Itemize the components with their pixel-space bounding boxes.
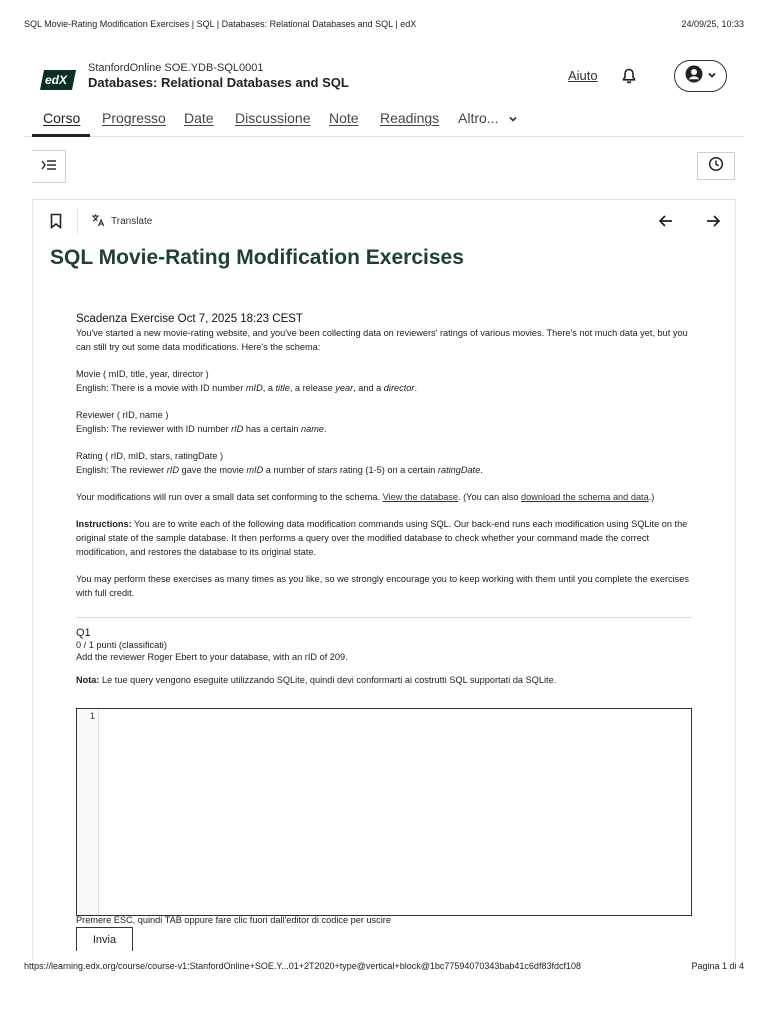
movie-schema: Movie ( mID, title, year, director ) [76,369,209,379]
download-schema-link[interactable]: download the schema and data [521,492,649,502]
print-url: https://learning.edx.org/course/course-v1:StanfordOnline+SOE.Y...01+2T2020+type@vertical+block@1bc77594070343bab41c6df83fdcf108 [24,961,581,971]
reviewer-schema: Reviewer ( rID, name ) [76,410,169,420]
bookmark-icon[interactable] [49,213,63,229]
history-button[interactable] [697,152,735,180]
clock-icon [708,156,724,177]
arrow-right-icon[interactable] [704,212,722,230]
active-tab-indicator [32,134,90,137]
print-footer [24,961,744,975]
sqlite-note: Nota: Le tue query vengono eseguite utilizzando SQLite, quindi devi conformarti ai costrutti SQL supportati da SQLite. [76,675,557,685]
edx-logo[interactable] [40,64,78,94]
edx-logo-text: edX [44,73,68,87]
view-database-link[interactable]: View the database [382,492,459,502]
arrow-left-icon[interactable] [657,212,675,230]
help-link[interactable]: Aiuto [568,68,598,83]
instructions-text: Instructions: You are to write each of the following data modification commands using SQL. Our back-end runs each modification using SQLite on the original state of the sample database. It then performs a query over the modified database to check whether your command made the correct modification, and restores the database to its original state. [76,519,688,557]
submit-button[interactable]: Invia [76,927,133,951]
unit-title: SQL Movie-Rating Modification Exercises [50,246,464,269]
perform-text: You may perform these exercises as many times as you like, so we strongly encourage you to keep working with them until you complete the exercises with full credit. [76,574,689,598]
tab-discussione[interactable]: Discussione [235,110,311,126]
tab-date[interactable]: Date [184,110,214,126]
modifications-text: Your modifications will run over a small data set conforming to the schema. View the database. (You can also download the schema and data.) [76,492,655,502]
bell-icon[interactable] [620,67,638,85]
deadline: Scadenza Exercise Oct 7, 2025 18:23 CEST [76,313,303,325]
tab-note[interactable]: Note [329,110,359,126]
movie-description: English: There is a movie with ID number mID, a title, a release year, and a director. [76,383,417,393]
user-avatar-icon [685,65,703,88]
line-number: 1 [89,711,95,721]
tab-corso[interactable]: Corso [43,110,81,126]
print-datetime: 24/09/25, 10:33 [681,19,744,29]
editor-hint: Premere ESC, quindi TAB oppure fare clic fuori dall'editor di codice per uscire [76,915,391,925]
sidebar-toggle-button[interactable] [32,150,66,183]
tab-readings[interactable]: Readings [380,110,440,126]
reviewer-description: English: The reviewer with ID number rID has a certain name. [76,424,327,434]
translate-label: Translate [111,216,153,227]
course-name: Databases: Relational Databases and SQL [88,75,349,90]
chevron-down-icon [508,111,518,127]
tab-progresso[interactable]: Progresso [102,110,166,126]
course-info [88,62,349,91]
course-code: StanfordOnline SOE.YDB-SQL0001 [88,62,264,74]
tab-altro[interactable] [458,110,518,127]
print-doc-title: SQL Movie-Rating Modification Exercises | SQL | Databases: Relational Databases and SQL | edX [24,19,417,29]
question-points: 0 / 1 punti (classificati) [76,640,167,650]
toolbar-divider [77,208,78,234]
sql-code-editor[interactable] [76,708,692,916]
unit-card [32,199,736,959]
outline-toggle-icon [41,158,57,176]
intro-text: You've started a new movie-rating website, and you've been collecting data on reviewers' ratings of various movies. There's not much data yet, but you can still try out some data modifications. Here's the schema: [76,328,688,352]
rating-description: English: The reviewer rID gave the movie mID a number of stars rating (1-5) on a certain ratingDate. [76,465,483,475]
question-prompt: Add the reviewer Roger Ebert to your database, with an rID of 209. [76,652,348,662]
user-menu-button[interactable] [674,60,727,92]
print-header [24,19,744,33]
translate-button[interactable] [91,213,152,230]
question-title: Q1 [76,627,91,639]
translate-icon [91,213,105,230]
top-bar [24,58,744,98]
chevron-down-icon [707,67,717,85]
print-page-label: Pagina 1 di 4 [691,961,744,971]
problem-content [76,312,692,687]
course-tabs [24,104,744,137]
editor-line-gutter [77,709,99,915]
rating-schema: Rating ( rID, mID, stars, ratingDate ) [76,451,224,461]
tab-altro-label: Altro... [458,110,499,126]
